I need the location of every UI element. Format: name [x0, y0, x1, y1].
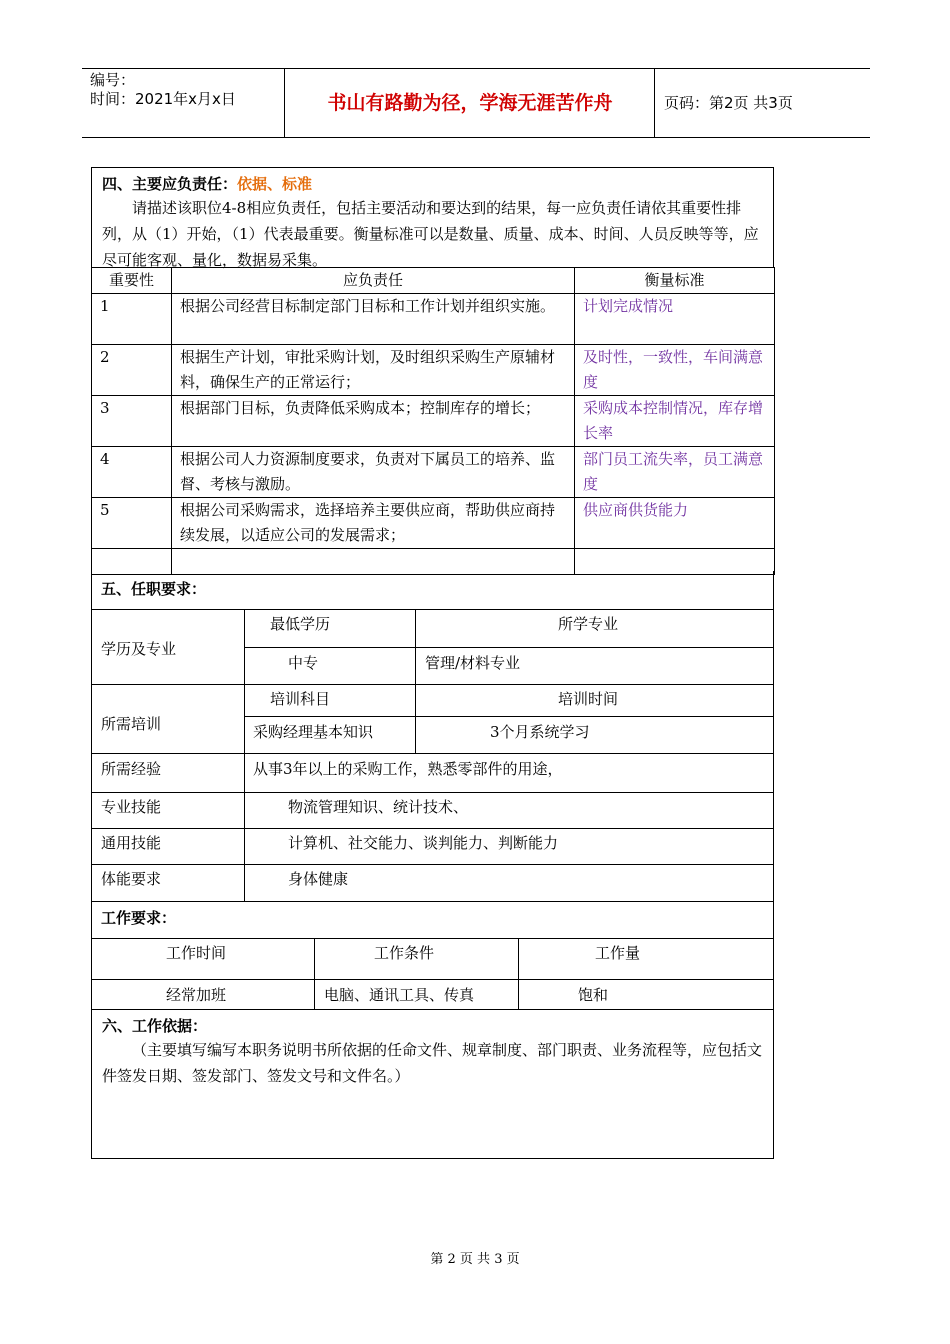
number-label: 编号：	[90, 71, 136, 89]
row-divider	[91, 979, 774, 980]
min-education-header: 最低学历	[270, 615, 331, 633]
pro-skill-label: 专业技能	[101, 798, 162, 816]
section6-title: 六、工作依据：	[102, 1017, 208, 1035]
row-divider	[91, 609, 774, 610]
page-footer: 第 2 页 共 3 页	[430, 1252, 520, 1267]
row-rank: 1	[92, 294, 172, 345]
experience-value: 从事3年以上的采购工作，熟悉零部件的用途，	[253, 760, 563, 778]
row-standard: 及时性，一致性，车间满意度	[575, 345, 775, 396]
col-divider	[244, 609, 245, 901]
education-label: 学历及专业	[101, 640, 177, 658]
row-divider	[91, 684, 774, 685]
general-skill-value: 计算机、社交能力、谈判能力、判断能力	[288, 834, 559, 852]
section4-title-suffix: 依据、标准	[237, 175, 313, 193]
col-divider	[415, 609, 416, 753]
row-rank: 4	[92, 447, 172, 498]
work-req-title: 工作要求：	[101, 909, 177, 927]
duties-table	[91, 267, 775, 575]
training-time-value: 3个月系统学习	[490, 723, 590, 741]
row-divider	[244, 647, 774, 648]
table-row	[92, 396, 775, 447]
col-header-duty: 应负责任	[172, 268, 575, 294]
table-row	[92, 498, 775, 549]
section4-title-prefix: 四、主要应负责任：	[102, 175, 238, 193]
workload-value: 饱和	[578, 986, 609, 1004]
row-rank: 2	[92, 345, 172, 396]
page-info: 页码：第2页 共3页	[664, 94, 793, 112]
row-standard: 计划完成情况	[575, 294, 775, 345]
section4-description: 请描述该职位4-8相应负责任，包括主要活动和要达到的结果，每一应负责任请依其重要性排列，从（1）开始，（1）代表最重要。衡量标准可以是数量、质量、成本、时间、人员反映等等，应尽可能客观、量化，数据易采集。	[102, 199, 759, 269]
table-row	[92, 294, 775, 345]
row-rank: 5	[92, 498, 172, 549]
table-row	[92, 345, 775, 396]
table-row	[92, 447, 775, 498]
row-duty: 根据公司经营目标制定部门目标和工作计划并组织实施。	[172, 294, 575, 345]
work-condition-value: 电脑、通讯工具、传真	[324, 986, 475, 1004]
major-value: 管理/材料专业	[425, 654, 521, 672]
time-label: 时间：2021年x月x日	[90, 90, 236, 108]
col-header-standard: 衡量标准	[575, 268, 775, 294]
row-divider	[91, 753, 774, 754]
work-condition-header: 工作条件	[374, 944, 435, 962]
section5-title: 五、任职要求：	[101, 580, 207, 598]
work-time-header: 工作时间	[166, 944, 227, 962]
training-subject-value: 采购经理基本知识	[253, 723, 374, 741]
section4-title	[102, 173, 312, 194]
section6-description: （主要填写编写本职务说明书所依据的任命文件、规章制度、部门职责、业务流程等，应包括文件签发日期、签发部门、签发文号和文件名。）	[102, 1041, 763, 1085]
section6	[91, 1009, 774, 1159]
header-divider	[654, 69, 655, 137]
min-education-value: 中专	[288, 654, 319, 672]
row-duty: 根据公司人力资源制度要求，负责对下属员工的培养、监督、考核与激励。	[172, 447, 575, 498]
section4-intro	[91, 167, 774, 268]
col-divider	[314, 938, 315, 1010]
duties-header-row	[92, 268, 775, 294]
row-divider	[91, 901, 774, 902]
row-divider	[244, 716, 774, 717]
row-duty: 根据公司采购需求，选择培养主要供应商，帮助供应商持续发展，以适应公司的发展需求；	[172, 498, 575, 549]
pro-skill-value: 物流管理知识、统计技术、	[288, 798, 469, 816]
row-divider	[91, 938, 774, 939]
row-standard: 供应商供货能力	[575, 498, 775, 549]
row-standard: 部门员工流失率，员工满意度	[575, 447, 775, 498]
work-time-value: 经常加班	[166, 986, 227, 1004]
page-header	[82, 68, 870, 138]
col-header-importance: 重要性	[92, 268, 172, 294]
major-header: 所学专业	[558, 615, 619, 633]
training-time-header: 培训时间	[558, 690, 619, 708]
physical-label: 体能要求	[101, 870, 162, 888]
row-divider	[91, 828, 774, 829]
workload-header: 工作量	[595, 944, 641, 962]
row-divider	[91, 792, 774, 793]
row-standard: 采购成本控制情况，库存增长率	[575, 396, 775, 447]
experience-label: 所需经验	[101, 760, 162, 778]
header-meta	[90, 71, 280, 109]
physical-value: 身体健康	[288, 870, 349, 888]
general-skill-label: 通用技能	[101, 834, 162, 852]
row-duty: 根据生产计划，审批采购计划，及时组织采购生产原辅材料，确保生产的正常运行；	[172, 345, 575, 396]
training-label: 所需培训	[101, 715, 162, 733]
row-rank: 3	[92, 396, 172, 447]
row-divider	[91, 864, 774, 865]
row-duty: 根据部门目标，负责降低采购成本；控制库存的增长；	[172, 396, 575, 447]
training-subject-header: 培训科目	[270, 690, 331, 708]
col-divider	[518, 938, 519, 1010]
header-motto: 书山有路勤为径，学海无涯苦作舟	[327, 92, 613, 114]
